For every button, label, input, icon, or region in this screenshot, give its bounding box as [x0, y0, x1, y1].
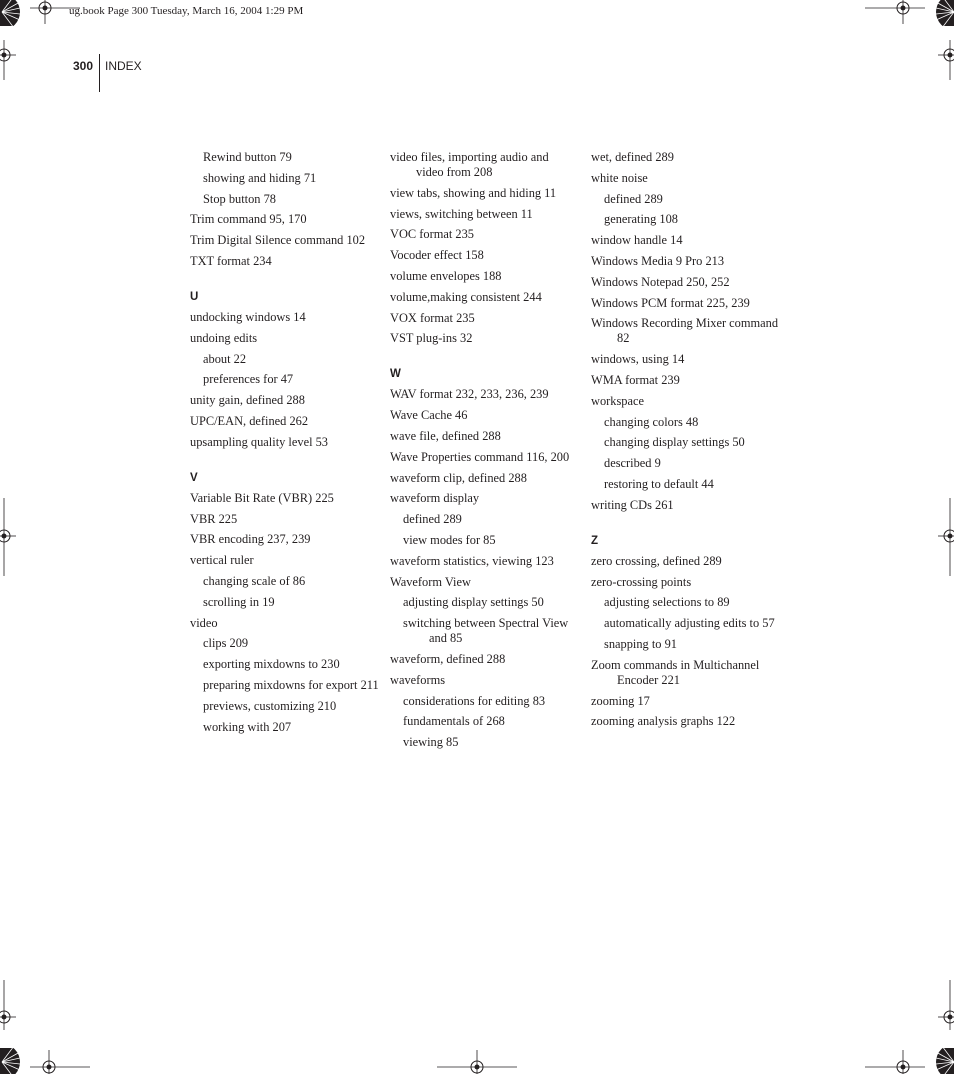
- index-entry: Variable Bit Rate (VBR) 225: [190, 490, 334, 505]
- index-entry: Windows Notepad 250, 252: [591, 274, 730, 289]
- index-subentry: adjusting display settings 50: [403, 595, 544, 610]
- header-divider: [99, 54, 100, 92]
- index-subentry: generating 108: [604, 212, 678, 227]
- index-entry: video: [190, 615, 218, 630]
- index-entry: Wave Cache 46: [390, 408, 468, 423]
- index-subentry: clips 209: [203, 636, 249, 651]
- index-entry: UPC/EAN, defined 262: [190, 413, 309, 428]
- index-entry: undoing edits: [190, 330, 258, 345]
- index-subentry: viewing 85: [403, 735, 459, 750]
- crop-target-icon: [30, 1050, 90, 1074]
- index-subentry: changing display settings 50: [604, 435, 745, 450]
- index-subentry: switching between Spectral View and 85: [403, 616, 569, 646]
- index-entry: wave file, defined 288: [390, 428, 501, 443]
- crop-target-icon: [0, 498, 16, 576]
- page-number: 300: [73, 59, 94, 73]
- crop-target-icon: [938, 980, 954, 1030]
- index-entry: zero-crossing points: [591, 574, 692, 589]
- index-letter-heading: U: [190, 290, 199, 303]
- index-letter-heading: V: [190, 471, 198, 484]
- index-subentry: exporting mixdowns to 230: [203, 657, 340, 672]
- index-entry: windows, using 14: [591, 352, 685, 367]
- index-subentry: changing scale of 86: [203, 573, 306, 588]
- index-subentry: restoring to default 44: [604, 476, 714, 491]
- index-entry: workspace: [591, 393, 644, 408]
- index-subentry: considerations for editing 83: [403, 693, 546, 708]
- index-subentry: changing colors 48: [604, 414, 699, 429]
- index-column-3: [591, 150, 781, 735]
- index-entry: zooming 17: [591, 693, 650, 708]
- index-column-2: [390, 150, 576, 756]
- index-subentry: snapping to 91: [604, 636, 677, 651]
- registration-rosette-icon: [0, 1048, 22, 1074]
- crop-target-icon: [437, 1050, 517, 1074]
- index-entry: unity gain, defined 288: [190, 393, 305, 408]
- index-subentry: previews, customizing 210: [203, 698, 337, 713]
- index-entry: video files, importing audio and video from 208: [390, 150, 549, 179]
- crop-target-icon: [938, 40, 954, 80]
- index-entry: waveform statistics, viewing 123: [390, 553, 554, 568]
- index-subentry: working with 207: [203, 719, 292, 734]
- index-entry: zero crossing, defined 289: [591, 553, 722, 568]
- index-entry: waveforms: [390, 672, 446, 687]
- crop-target-icon: [0, 980, 16, 1030]
- index-entry: writing CDs 261: [591, 497, 674, 512]
- index-entry: undocking windows 14: [190, 309, 306, 324]
- registration-rosette-icon: [0, 0, 22, 26]
- index-entry: Windows Media 9 Pro 213: [591, 253, 725, 268]
- index-entry: wet, defined 289: [591, 150, 674, 164]
- index-entry: Trim command 95, 170: [190, 212, 307, 227]
- crop-target-icon: [30, 0, 80, 24]
- index-subentry: fundamentals of 268: [403, 714, 505, 729]
- index-entry: views, switching between 11: [390, 206, 533, 221]
- index-entry: Windows Recording Mixer command 82: [591, 316, 779, 346]
- registration-rosette-icon: [932, 1048, 954, 1074]
- index-subentry: scrolling in 19: [203, 594, 275, 609]
- crop-target-icon: [0, 40, 16, 80]
- registration-rosette-icon: [932, 0, 954, 26]
- crop-target-icon: [865, 1050, 925, 1074]
- index-entry: waveform display: [390, 491, 480, 506]
- index-letter-heading: W: [390, 368, 401, 381]
- index-entry: VST plug-ins 32: [390, 331, 473, 346]
- index-entry: WAV format 232, 233, 236, 239: [390, 387, 549, 402]
- index-entry: TXT format 234: [190, 253, 272, 268]
- index-entry: Vocoder effect 158: [390, 248, 484, 263]
- index-subentry: adjusting selections to 89: [604, 595, 730, 610]
- index-entry: Wave Properties command 116, 200: [390, 449, 570, 464]
- index-entry: upsampling quality level 53: [190, 434, 328, 449]
- print-slug: ug.book Page 300 Tuesday, March 16, 2004 1:29 PM: [69, 5, 304, 17]
- index-subentry: Stop button 78: [203, 191, 276, 206]
- index-entry: VOX format 235: [390, 310, 475, 325]
- index-entry: Waveform View: [390, 574, 471, 589]
- index-entry: WMA format 239: [591, 372, 680, 387]
- index-subentry: about 22: [203, 351, 247, 366]
- index-entry: volume,making consistent 244: [390, 289, 542, 304]
- index-entry: Windows PCM format 225, 239: [591, 295, 750, 310]
- index-subentry: showing and hiding 71: [203, 170, 317, 185]
- index-column-1: [190, 150, 382, 740]
- index-subentry: defined 289: [403, 512, 462, 527]
- index-subentry: preparing mixdowns for export 211: [203, 677, 379, 692]
- index-entry: window handle 14: [591, 233, 683, 248]
- index-subentry: view modes for 85: [403, 532, 496, 547]
- index-entry: view tabs, showing and hiding 11: [390, 185, 557, 200]
- index-subentry: defined 289: [604, 191, 663, 206]
- index-entry: Trim Digital Silence command 102: [190, 233, 366, 248]
- index-entry: VOC format 235: [390, 227, 474, 242]
- index-subentry: Rewind button 79: [203, 150, 292, 164]
- index-subentry: preferences for 47: [203, 372, 294, 387]
- index-entry: VBR encoding 237, 239: [190, 532, 311, 547]
- index-subentry: automatically adjusting edits to 57: [604, 616, 775, 631]
- index-entry: white noise: [591, 170, 648, 185]
- index-entry: waveform clip, defined 288: [390, 470, 527, 485]
- index-entry: vertical ruler: [190, 553, 254, 568]
- index-entry: Zoom commands in Multichannel Encoder 221: [591, 657, 760, 687]
- index-subentry: described 9: [604, 456, 661, 471]
- index-entry: VBR 225: [190, 511, 238, 526]
- index-letter-heading: Z: [591, 534, 599, 547]
- section-title: INDEX: [105, 59, 142, 73]
- index-entry: zooming analysis graphs 122: [591, 714, 736, 729]
- crop-target-icon: [865, 0, 925, 24]
- crop-target-icon: [938, 498, 954, 576]
- index-entry: waveform, defined 288: [390, 651, 506, 666]
- index-entry: volume envelopes 188: [390, 268, 502, 283]
